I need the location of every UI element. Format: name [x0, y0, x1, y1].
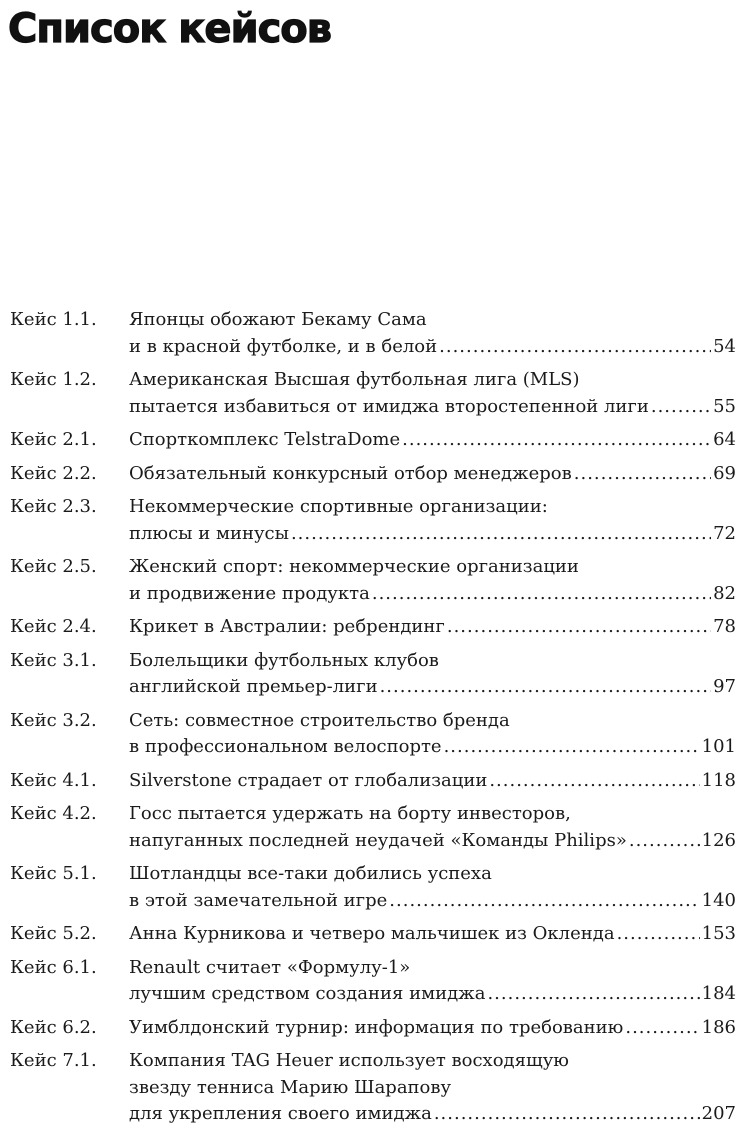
case-title — [129, 768, 736, 795]
case-entry[interactable] — [10, 367, 736, 420]
case-title-line: Некоммерческие спортивные организации: — [129, 496, 548, 517]
case-entry[interactable] — [10, 494, 736, 547]
case-number: Кейс 1.2. — [10, 369, 97, 390]
case-title-last-line — [129, 394, 736, 421]
case-title-text: в профессиональном велоспорте — [129, 736, 442, 757]
case-entry[interactable] — [10, 554, 736, 607]
page-number[interactable]: 55 — [713, 395, 736, 417]
dot-leader — [291, 521, 711, 548]
dot-leader — [380, 674, 712, 701]
case-number: Кейс 4.2. — [10, 803, 97, 824]
case-title-last-line — [129, 674, 736, 701]
page-number[interactable]: 101 — [701, 736, 736, 757]
case-number: Кейс 5.2. — [10, 923, 97, 944]
case-title — [129, 708, 736, 761]
case-number: Кейс 2.5. — [10, 556, 97, 577]
case-entry[interactable] — [10, 461, 736, 488]
case-title-last-line — [129, 521, 736, 548]
case-entry[interactable] — [10, 648, 736, 701]
page-number[interactable]: 69 — [713, 462, 736, 484]
case-title-text: пытается избавиться от имиджа второстепенной лиги — [129, 395, 649, 417]
page-number[interactable]: 97 — [713, 676, 736, 697]
case-entry[interactable] — [10, 768, 736, 795]
case-title-line: Шотландцы все-таки добились успеха — [129, 863, 492, 884]
case-number: Кейс 7.1. — [10, 1050, 97, 1071]
case-title-last-line — [129, 461, 736, 488]
case-title-text: в этой замечательной игре — [129, 889, 388, 911]
case-title-line: Американская Высшая футбольная лига (MLS) — [129, 369, 580, 390]
case-title — [129, 494, 736, 547]
case-title-text: Обязательный конкурсный отбор менеджеров — [129, 462, 572, 484]
case-title-text: лучшим средством создания имиджа — [129, 983, 486, 1004]
case-title-line: Японцы обожают Бекаму Сама — [129, 309, 427, 330]
case-title-last-line — [129, 734, 736, 761]
page-number[interactable]: 54 — [713, 335, 736, 357]
case-title-line: Госс пытается удержать на борту инвесторов, — [129, 803, 571, 824]
case-title-text: Крикет в Австралии: ребрендинг — [129, 616, 445, 637]
case-title-text: Спорткомплекс TelstraDome — [129, 429, 401, 450]
case-number: Кейс 5.1. — [10, 863, 97, 884]
case-entry[interactable] — [10, 861, 736, 914]
page-number[interactable]: 72 — [713, 522, 736, 544]
case-title — [129, 367, 736, 420]
page-number[interactable]: 64 — [713, 429, 736, 450]
case-number: Кейс 3.2. — [10, 709, 97, 731]
dot-leader — [402, 427, 711, 454]
page-number[interactable]: 82 — [713, 582, 736, 604]
case-title — [129, 955, 736, 1008]
case-list — [10, 307, 736, 1135]
case-title — [129, 1015, 736, 1042]
page-title: Список кейсов — [8, 6, 332, 52]
case-title-last-line — [129, 921, 736, 948]
case-title — [129, 554, 736, 607]
case-title — [129, 307, 736, 360]
case-title — [129, 861, 736, 914]
dot-leader — [447, 614, 711, 641]
case-entry[interactable] — [10, 614, 736, 641]
case-title-text: для укрепления своего имиджа — [129, 1103, 432, 1124]
case-entry[interactable] — [10, 955, 736, 1008]
dot-leader — [372, 581, 711, 608]
case-title-text: плюсы и минусы — [129, 522, 289, 544]
case-title-last-line — [129, 828, 736, 855]
dot-leader — [389, 888, 699, 915]
case-title — [129, 801, 736, 854]
page-number[interactable]: 153 — [701, 923, 736, 944]
case-title-last-line — [129, 614, 736, 641]
page-number[interactable]: 140 — [701, 889, 736, 911]
case-title-text: Silverstone страдает от глобализации — [129, 769, 488, 791]
case-title-line: Сеть: совместное строительство бренда — [129, 709, 510, 731]
dot-leader — [487, 981, 699, 1008]
case-title-line: Болельщики футбольных клубов — [129, 649, 439, 671]
case-title-last-line — [129, 581, 736, 608]
case-title-text: Анна Курникова и четверо мальчишек из Окленда — [129, 923, 615, 944]
case-title — [129, 614, 736, 641]
case-entry[interactable] — [10, 921, 736, 948]
case-number: Кейс 6.2. — [10, 1016, 97, 1038]
case-title — [129, 461, 736, 488]
page-number[interactable]: 118 — [701, 769, 736, 791]
case-title-text: напуганных последней неудачей «Команды Philips» — [129, 829, 627, 851]
dot-leader — [444, 734, 700, 761]
page-number[interactable]: 184 — [701, 983, 736, 1004]
dot-leader — [617, 921, 700, 948]
case-title-last-line — [129, 981, 736, 1008]
case-title-last-line — [129, 1101, 736, 1128]
case-entry[interactable] — [10, 1048, 736, 1128]
case-number: Кейс 6.1. — [10, 956, 97, 978]
case-title-text: английской премьер-лиги — [129, 676, 378, 697]
case-number: Кейс 4.1. — [10, 769, 97, 791]
case-title-line: Компания TAG Heuer использует восходящую — [129, 1050, 569, 1071]
case-entry[interactable] — [10, 801, 736, 854]
page-number[interactable]: 78 — [713, 616, 736, 637]
page-number[interactable]: 207 — [701, 1103, 736, 1124]
dot-leader — [434, 1101, 700, 1128]
page-number[interactable]: 186 — [701, 1016, 736, 1038]
case-title-text: Уимблдонский турнир: информация по требованию — [129, 1016, 624, 1038]
case-title-line: Renault считает «Формулу-1» — [129, 956, 411, 978]
dot-leader — [629, 828, 700, 855]
dot-leader — [489, 768, 699, 795]
case-entry[interactable] — [10, 307, 736, 360]
dot-leader — [439, 334, 711, 361]
case-number: Кейс 2.3. — [10, 496, 97, 517]
case-title-text: и продвижение продукта — [129, 582, 370, 604]
case-entry[interactable] — [10, 1015, 736, 1042]
case-number: Кейс 2.2. — [10, 462, 97, 484]
dot-leader — [574, 461, 711, 488]
case-title-last-line — [129, 1015, 736, 1042]
case-title-line: звезду тенниса Марию Шарапову — [129, 1076, 452, 1098]
case-entry[interactable] — [10, 427, 736, 454]
case-title — [129, 427, 736, 454]
case-title-last-line — [129, 768, 736, 795]
page-number[interactable]: 126 — [701, 829, 736, 851]
dot-leader — [625, 1015, 699, 1042]
case-number: Кейс 1.1. — [10, 309, 97, 330]
case-number: Кейс 2.1. — [10, 429, 97, 450]
case-title — [129, 921, 736, 948]
case-title-last-line — [129, 334, 736, 361]
case-title-line: Женский спорт: некоммерческие организации — [129, 556, 579, 577]
dot-leader — [651, 394, 711, 421]
case-number: Кейс 3.1. — [10, 649, 97, 671]
case-title — [129, 1048, 736, 1128]
case-title-last-line — [129, 427, 736, 454]
case-title-text: и в красной футболке, и в белой — [129, 335, 438, 357]
case-title — [129, 648, 736, 701]
case-title-last-line — [129, 888, 736, 915]
case-entry[interactable] — [10, 708, 736, 761]
case-number: Кейс 2.4. — [10, 616, 97, 637]
